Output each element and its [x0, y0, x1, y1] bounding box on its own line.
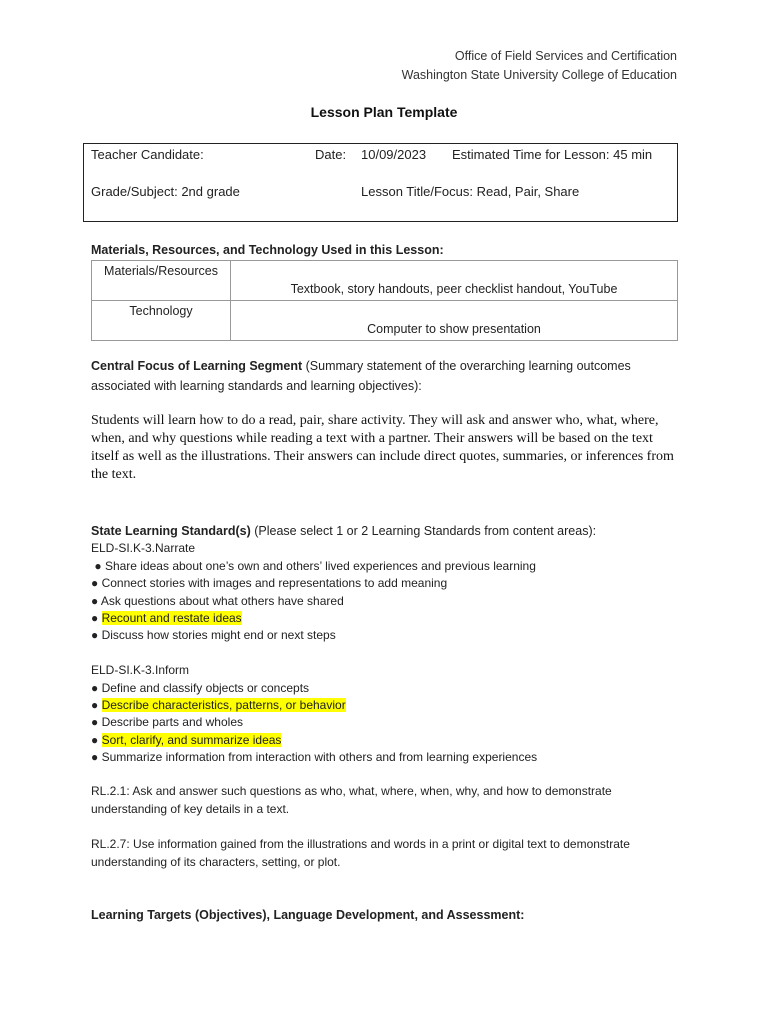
page-title: Lesson Plan Template: [310, 104, 458, 120]
grade-subject: Grade/Subject: 2nd grade: [91, 184, 240, 199]
central-focus-heading: Central Focus of Learning Segment: [91, 359, 303, 373]
highlighted-text: Recount and restate ideas: [101, 611, 242, 625]
lesson-info-box: [83, 143, 678, 222]
university-name: Washington State University College of Education: [401, 68, 677, 82]
teacher-candidate-label: Teacher Candidate:: [91, 147, 204, 162]
list-item: ● Summarize information from interaction with others and from learning experiences: [91, 750, 538, 764]
central-focus-note: (Summary statement of the overarching learning outcomes associated with learning standards and learning objectives):: [91, 359, 631, 393]
list-item: ● Connect stories with images and representations to add meaning: [91, 576, 448, 590]
list-item: ● Share ideas about one’s own and others’ lived experiences and previous learning: [94, 559, 536, 573]
bullet-icon: ●: [91, 611, 99, 625]
standards-note: (Please select 1 or 2 Learning Standards from content areas):: [250, 524, 597, 538]
estimated-time: Estimated Time for Lesson: 45 min: [452, 147, 653, 162]
bullet-icon: ●: [94, 559, 102, 573]
bullet-icon: ●: [91, 750, 99, 764]
list-item-highlighted: [91, 610, 242, 627]
materials-label: Materials/Resources: [92, 261, 231, 301]
list-item: ● Describe parts and wholes: [91, 715, 243, 729]
list-item: ● Discuss how stories might end or next steps: [91, 628, 336, 642]
highlighted-text: Describe characteristics, patterns, or behavior: [101, 698, 346, 712]
rl27-line2: understanding of its characters, setting, or plot.: [91, 855, 341, 869]
bullet-icon: ●: [91, 698, 99, 712]
bullet-icon: ●: [91, 681, 99, 695]
rl21-line1: RL.2.1: Ask and answer such questions as who, what, where, when, why, and how to demonstrate: [91, 784, 612, 798]
list-item: ● Define and classify objects or concepts: [91, 681, 310, 695]
highlighted-text: Sort, clarify, and summarize ideas: [101, 733, 282, 747]
standards-heading: State Learning Standard(s): [91, 524, 251, 538]
standards-heading-block: [91, 521, 681, 541]
materials-heading: Materials, Resources, and Technology Used in this Lesson:: [91, 243, 444, 257]
materials-table: [91, 260, 678, 341]
technology-value: Computer to show presentation: [231, 301, 678, 341]
table-row: [92, 301, 678, 341]
bullet-icon: ●: [91, 594, 99, 608]
rl27-line1: RL.2.7: Use information gained from the illustrations and words in a print or digital text to demonstrate: [91, 837, 630, 851]
bullet-icon: ●: [91, 628, 99, 642]
narrate-code: ELD-SI.K-3.Narrate: [91, 541, 196, 555]
bullet-icon: ●: [91, 733, 99, 747]
date-value: 10/09/2023: [361, 147, 427, 162]
technology-label: Technology: [92, 301, 231, 341]
list-item-highlighted: [91, 697, 346, 714]
lesson-title-focus: Lesson Title/Focus: Read, Pair, Share: [361, 184, 580, 199]
inform-code: ELD-SI.K-3.Inform: [91, 663, 190, 677]
office-name: Office of Field Services and Certification: [454, 49, 677, 63]
office-header: [402, 47, 677, 85]
central-focus-body: Students will learn how to do a read, pair, share activity. They will ask and answer who, what, where, when, and why questions while reading a text with a partner. Their answers will be based on the text itself as well as the illustrations. Their answers can include direct quotes, summaries, or inferences from the text.: [91, 413, 674, 482]
list-item-highlighted: [91, 732, 281, 749]
bullet-icon: ●: [91, 576, 99, 590]
date-label: Date:: [315, 147, 347, 162]
bullet-icon: ●: [91, 715, 99, 729]
list-item: ● Ask questions about what others have shared: [91, 594, 344, 608]
rl21-line2: understanding of key details in a text.: [91, 802, 290, 816]
learning-targets-heading: Learning Targets (Objectives), Language Development, and Assessment:: [91, 908, 525, 922]
materials-value: Textbook, story handouts, peer checklist handout, YouTube: [231, 261, 678, 301]
central-focus-heading-block: [91, 356, 681, 396]
table-row: [92, 261, 678, 301]
